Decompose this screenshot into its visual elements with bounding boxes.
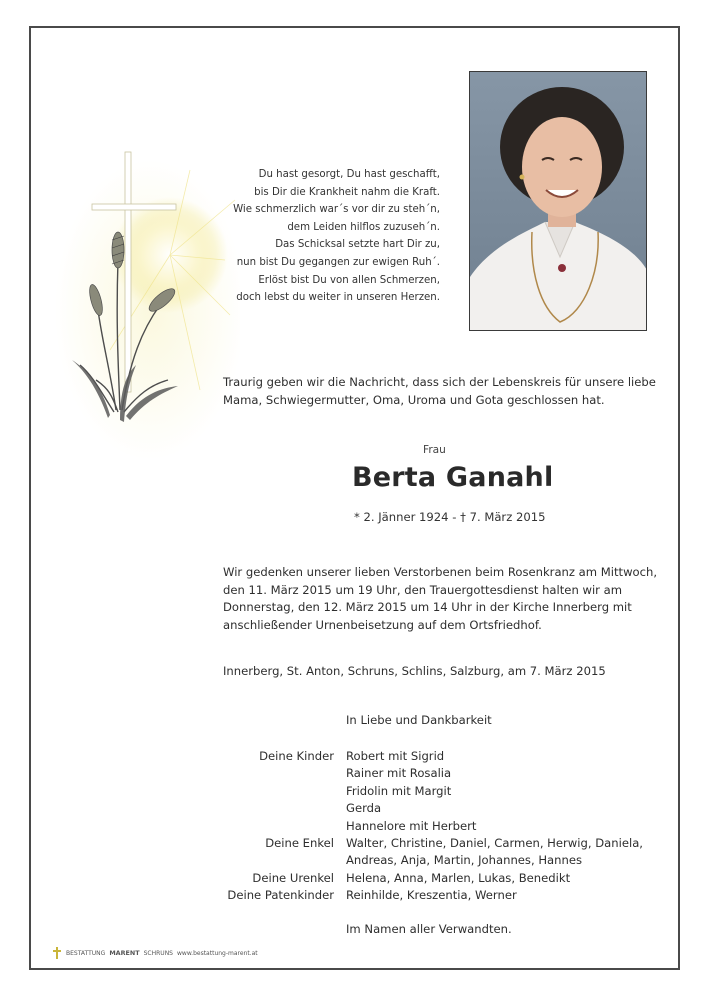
footer-brand-name: MARENT: [109, 949, 140, 957]
mourner-label: Deine Enkel: [265, 836, 334, 851]
poem: [190, 166, 440, 307]
mourner-name: Gerda: [346, 801, 382, 816]
portrait-photo: [469, 71, 647, 331]
mourners-godchildren: [0, 887, 707, 904]
poem-line: Du hast gesorgt, Du hast geschafft,: [258, 169, 440, 180]
place-date-line: Innerberg, St. Anton, Schruns, Schlins, Salzburg, am 7. März 2015: [223, 664, 606, 678]
salutation: Frau: [423, 444, 446, 456]
poem-line: nun bist Du gegangen zur ewigen Ruh´.: [236, 256, 440, 268]
deceased-name: Berta Ganahl: [352, 462, 554, 493]
mourner-name: Rainer mit Rosalia: [346, 766, 452, 781]
life-dates: * 2. Jänner 1924 - † 7. März 2015: [354, 510, 546, 524]
poem-line: Erlöst bist Du von allen Schmerzen,: [258, 274, 440, 286]
funeral-announcement: Wir gedenken unserer lieben Verstorbenen beim Rosenkranz am Mittwoch, den 11. März 2015 um 19 Uhr, den Trauergottesdienst halten wir am Donnerstag, den 12. März 2015 um 14 Uhr in der Kirche Innerberg mit anschließender Urnenbeisetzung auf dem Ortsfriedhof.: [223, 565, 658, 632]
closing-line: Im Namen aller Verwandten.: [346, 922, 512, 936]
in-liebe-line: In Liebe und Dankbarkeit: [346, 713, 492, 727]
footer-town: SCHRUNS: [143, 949, 173, 957]
mourner-name: Robert mit Sigrid: [346, 749, 445, 763]
cross-logo-icon: [52, 947, 62, 959]
portrait-image: [470, 72, 647, 331]
mourner-name: Fridolin mit Margit: [346, 783, 452, 798]
poem-line: doch lebst du weiter in unseren Herzen.: [236, 292, 440, 304]
mourners-great-grandchildren: [0, 870, 707, 887]
mourners-list: [0, 748, 707, 905]
poem-line: bis Dir die Krankheit nahm die Kraft.: [254, 186, 440, 198]
poem-line: Das Schicksal setzte hart Dir zu,: [275, 239, 440, 251]
footer-url[interactable]: www.bestattung-marent.at: [177, 949, 258, 957]
footer-brand: [52, 947, 258, 959]
mourner-name: Reinhilde, Kreszentia, Werner: [346, 888, 517, 903]
poem-line: dem Leiden hilflos zuzuseh´n.: [287, 221, 440, 233]
mourner-name: Helena, Anna, Marlen, Lukas, Benedikt: [346, 870, 571, 885]
mourner-name: Hannelore mit Herbert: [346, 818, 477, 833]
mourner-label: Deine Urenkel: [252, 870, 334, 885]
footer-prefix: BESTATTUNG: [66, 949, 106, 957]
mourners-children: [0, 748, 707, 835]
mourners-grandchildren: [0, 835, 707, 870]
poem-line: Wie schmerzlich war´s vor dir zu steh´n,: [233, 204, 440, 216]
mourner-label: Deine Kinder: [259, 749, 334, 763]
mourner-name: Walter, Christine, Daniel, Carmen, Herwig, Daniela, Andreas, Anja, Martin, Johannes, Hannes: [346, 836, 643, 868]
intro-text: Traurig geben wir die Nachricht, dass sich der Lebenskreis für unsere liebe Mama, Schwiegermutter, Oma, Uroma und Gota geschlossen hat.: [223, 375, 656, 407]
mourner-label: Deine Patenkinder: [227, 888, 334, 903]
